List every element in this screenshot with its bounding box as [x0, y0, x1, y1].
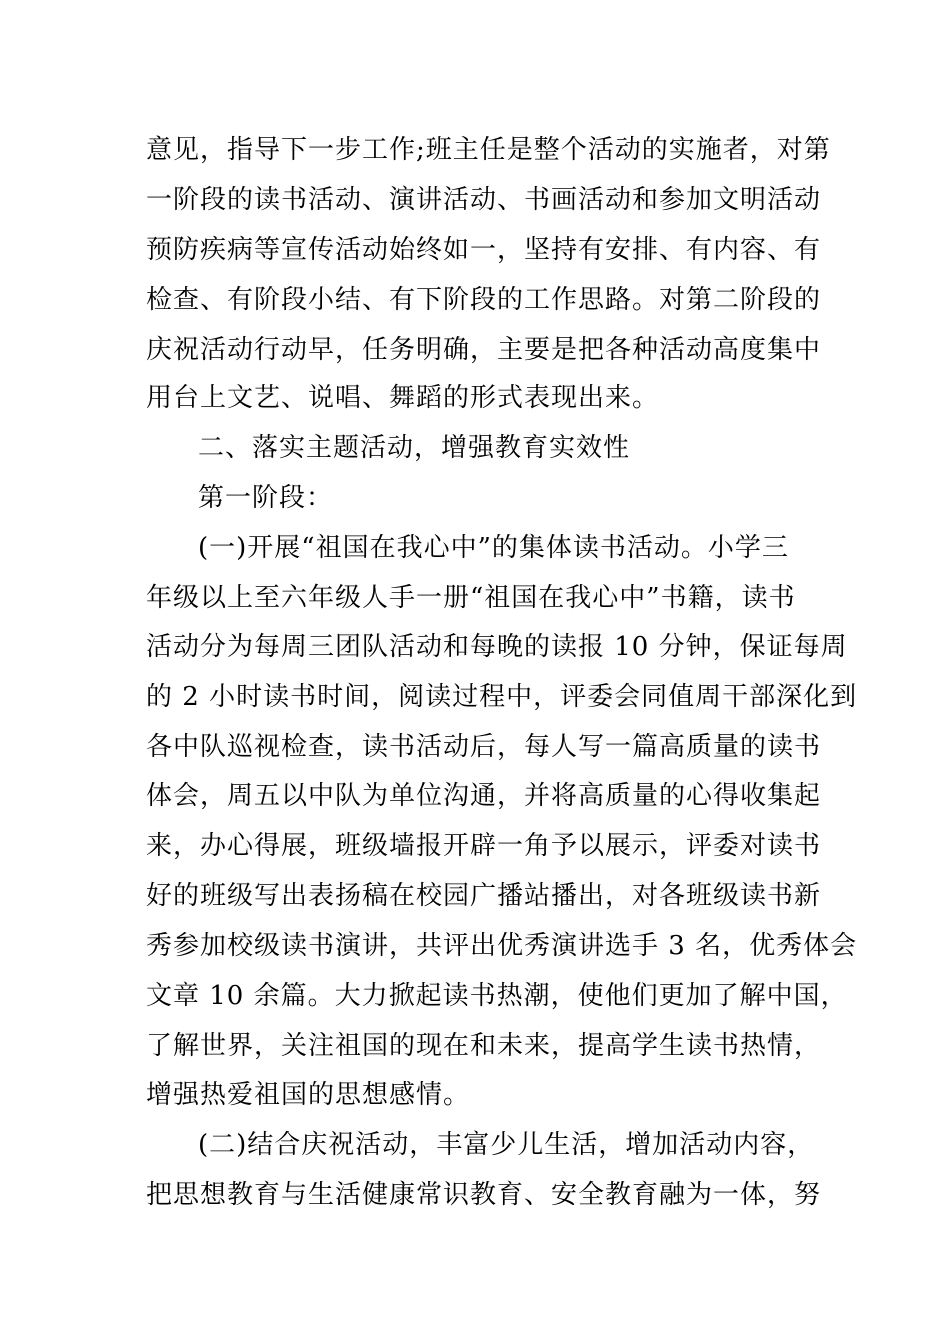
text-line: 来，办心得展，班级墙报开辟一角予以展示，评委对读书 [146, 831, 822, 861]
text-line: 庆祝活动行动早，任务明确，主要是把各种活动高度集中 [146, 335, 822, 365]
text-line: 一阶段的读书活动、演讲活动、书画活动和参加文明活动 [146, 185, 822, 215]
text-line: (一)开展“祖国在我心中”的集体读书活动。小学三 [198, 533, 789, 563]
text-line: 各中队巡视检查，读书活动后，每人写一篇高质量的读书 [146, 732, 822, 762]
text-line: 检查、有阶段小结、有下阶段的工作思路。对第二阶段的 [146, 285, 822, 315]
text-line: 好的班级写出表扬稿在校园广播站播出，对各班级读书新 [146, 881, 822, 911]
section-heading: 二、落实主题活动，增强教育实效性 [198, 433, 631, 463]
text-line: 文章 10 余篇。大力掀起读书热潮，使他们更加了解中国， [146, 981, 848, 1011]
text-line: (二)结合庆祝活动，丰富少儿生活，增加活动内容， [198, 1130, 815, 1160]
text-line: 意见，指导下一步工作;班主任是整个活动的实施者，对第 [146, 135, 831, 165]
text-line: 了解世界，关注祖国的现在和未来，提高学生读书热情， [146, 1031, 822, 1061]
text-line: 用台上文艺、说唱、舞蹈的形式表现出来。 [146, 383, 660, 413]
text-line: 活动分为每周三团队活动和每晚的读报 10 分钟，保证每周 [146, 632, 848, 662]
text-line: 年级以上至六年级人手一册“祖国在我心中”书籍，读书 [146, 583, 796, 613]
text-line: 预防疾病等宣传活动始终如一，坚持有安排、有内容、有 [146, 235, 822, 265]
text-line: 把思想教育与生活健康常识教育、安全教育融为一体，努 [146, 1180, 822, 1210]
text-line: 增强热爱祖国的思想感情。 [146, 1080, 471, 1110]
text-line: 体会，周五以中队为单位沟通，并将高质量的心得收集起 [146, 781, 822, 811]
text-line: 的 2 小时读书时间，阅读过程中，评委会同值周干部深化到 [146, 682, 858, 712]
subsection-heading: 第一阶段： [198, 483, 334, 513]
text-line: 秀参加校级读书演讲，共评出优秀演讲选手 3 名，优秀体会 [146, 931, 858, 961]
